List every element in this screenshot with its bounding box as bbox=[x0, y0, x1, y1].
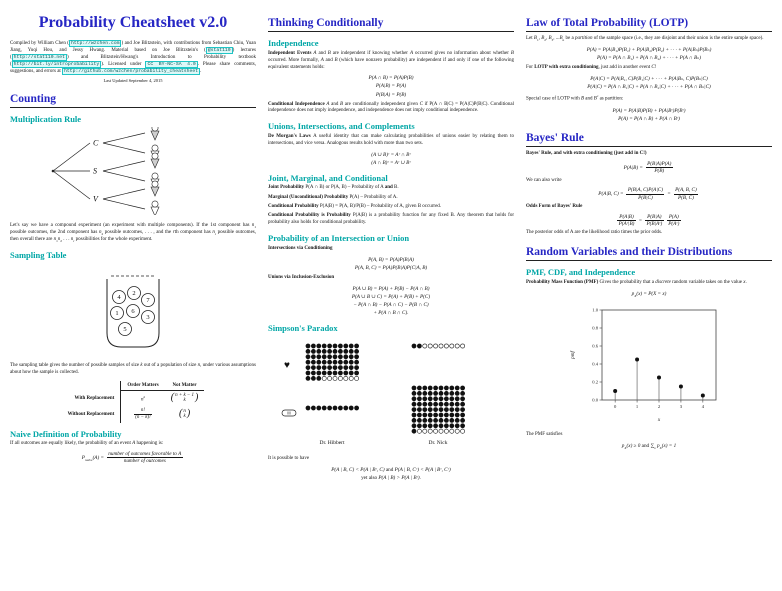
subsection-heading: Joint, Marginal, and Conditional bbox=[268, 172, 388, 183]
italic-text: B bbox=[559, 36, 563, 42]
italic-text: n bbox=[57, 237, 61, 243]
fraction-numerator: number of outcomes favorable to A bbox=[108, 451, 182, 458]
formula bbox=[528, 214, 770, 227]
formula bbox=[270, 466, 512, 482]
section-heading: Random Variables and their Distributions bbox=[526, 246, 772, 261]
fraction bbox=[626, 187, 664, 200]
subsection-heading: Probability of an Intersection or Union bbox=[268, 233, 410, 244]
section-heading: Bayes' Rule bbox=[526, 132, 772, 147]
italic-text: B bbox=[340, 101, 344, 107]
formula-line: P(A) = P(A ∩ B) + P(A ∩ Bᶜ) bbox=[618, 115, 680, 122]
ice-cream-cone-icon bbox=[151, 153, 159, 168]
column-middle bbox=[268, 8, 514, 583]
figure-simpson bbox=[268, 336, 514, 453]
pmf-plot bbox=[564, 302, 734, 424]
y-axis-label: pmf bbox=[570, 351, 576, 360]
formula bbox=[270, 151, 512, 167]
fraction-numerator: P(B|A)P(A) bbox=[647, 161, 672, 168]
table-row bbox=[62, 390, 205, 406]
formula-line: (A ∩ B)ᶜ = Aᶜ ∪ Bᶜ bbox=[371, 159, 411, 166]
formula-line: (A ∪ B)ᶜ = Aᶜ ∩ Bᶜ bbox=[371, 151, 411, 158]
numbered-ball bbox=[111, 307, 124, 320]
paragraph: The PMF satisfies bbox=[526, 432, 563, 438]
formula-line: P(A|B) = P(A) bbox=[375, 83, 407, 90]
paragraph: Conditional Probability is Probability P(A|B) is a probability function for any fixed B. Any theorem that holds for probability also holds for conditional probability. bbox=[268, 213, 514, 226]
formula-line: yet also P(A | B) > P(A | Bᶜ). bbox=[361, 474, 421, 481]
italic-text: n bbox=[98, 230, 102, 236]
dot-grid-heart-hibbert bbox=[306, 344, 359, 381]
page-title: Probability Cheatsheet v2.0 bbox=[38, 14, 228, 31]
y-tick-label: 1.0 bbox=[592, 307, 598, 313]
paragraph: The posterior odds of A are the likelihood ratio times the prior odds. bbox=[526, 230, 663, 236]
formula-line: P(A) = P(A|B)P(B) + P(A|Bᶜ)P(Bᶜ) bbox=[612, 107, 686, 114]
binomial-coefficient bbox=[171, 393, 199, 404]
figure-tree bbox=[10, 127, 256, 220]
paragraph: Last Updated September 4, 2015 bbox=[103, 77, 163, 83]
paragraph bbox=[268, 246, 514, 253]
table-cell-formula bbox=[121, 406, 165, 423]
paragraph bbox=[526, 151, 772, 158]
italic-text: n bbox=[141, 397, 144, 403]
bold-text: Conditional Probability bbox=[268, 204, 320, 210]
column-right bbox=[526, 8, 772, 583]
italic-text: C bbox=[419, 101, 423, 107]
paren-open: ( bbox=[178, 408, 183, 420]
section-heading: Law of Total Probability (LOTP) bbox=[526, 17, 772, 32]
subsection-heading: PMF, CDF, and Independence bbox=[526, 267, 636, 278]
dot-grid-heart-nick bbox=[412, 344, 465, 348]
fraction-denominator: P(Aᶜ|B) bbox=[618, 220, 635, 227]
fraction-numerator: P(B|A, C)P(A|C) bbox=[627, 187, 663, 194]
y-tick-label: 0.8 bbox=[592, 325, 598, 331]
subscript: 2 bbox=[544, 38, 546, 43]
bold-text: Marginal (Unconditional) Probability bbox=[268, 194, 350, 200]
x-axis-label: x bbox=[657, 417, 661, 424]
table-cell-formula bbox=[165, 406, 205, 423]
paragraph: Conditional Probability P(A|B) = P(A, B)/P(B) – Probability of A, given B occurred. bbox=[268, 204, 442, 210]
italic-text: B bbox=[541, 36, 545, 42]
paragraph: It is possible to have bbox=[268, 455, 310, 461]
formula bbox=[528, 75, 770, 91]
formula bbox=[528, 187, 770, 200]
y-tick-label: 0.0 bbox=[592, 397, 598, 403]
italic-text: P bbox=[81, 455, 85, 462]
subscript: 3 bbox=[551, 38, 554, 43]
formula-line: P(A) = P(A ∩ B₁) + P(A ∩ B₂) + · · · + P(A ∩ Bₙ) bbox=[597, 55, 701, 62]
italic-text: B bbox=[327, 50, 331, 56]
dot-grid-bandaid-nick bbox=[412, 386, 465, 433]
fraction-denominator: P(Aᶜ) bbox=[668, 220, 680, 227]
x-tick-label: 1 bbox=[635, 404, 639, 410]
formula bbox=[528, 442, 770, 452]
fraction bbox=[617, 214, 636, 227]
table-cell-formula bbox=[121, 390, 165, 406]
hyperlink[interactable]: http://bit.ly/introprobability bbox=[13, 61, 100, 67]
y-tick-label: 0.4 bbox=[592, 361, 598, 367]
formula-line: P(A | B, C) < P(A | Bᶜ, C) and P(A | B, Cᶜ) < P(A | Bᶜ, Cᶜ) bbox=[331, 466, 451, 473]
bold-text: Independent Events bbox=[268, 50, 314, 56]
italic-text: n bbox=[251, 223, 255, 229]
formula-line: + P(A ∩ B ∩ C). bbox=[373, 309, 409, 316]
formula-line: P(A ∩ B) = P(A)P(B) bbox=[368, 75, 414, 82]
paren-close: ) bbox=[186, 408, 191, 420]
italic-text: n bbox=[53, 237, 57, 243]
superscript: k bbox=[143, 394, 146, 399]
fraction-numerator: n! bbox=[134, 408, 153, 415]
formula-line: $p_X(x) \ge 0$ and $\sum_x$ $p_X(x) = 1$ bbox=[621, 443, 677, 451]
bold-text: Odds Form of Bayes' Rule bbox=[526, 203, 583, 209]
svg-text:1: 1 bbox=[115, 310, 119, 318]
bold-text: Conditional Probability is Probability bbox=[268, 213, 353, 219]
italic-text: x bbox=[743, 279, 746, 285]
subsection-heading: Sampling Table bbox=[10, 250, 67, 261]
paragraph: We can also write bbox=[526, 177, 562, 183]
subscript: 1 bbox=[56, 239, 58, 244]
sampling-table bbox=[62, 381, 205, 423]
italic-text: A bbox=[326, 101, 330, 107]
fraction-numerator: P(A|B) bbox=[617, 214, 636, 221]
formula bbox=[12, 451, 254, 464]
subscript: n bbox=[562, 38, 565, 43]
subsection-heading: Simpson's Paradox bbox=[268, 322, 338, 333]
fraction-numerator: P(A, B, C) bbox=[675, 187, 697, 194]
formula-line: $P_{naive}(A)$ = $\frac{\text{number of outcomes favorable to A}}{\text{number of outcomes}}$ bbox=[81, 451, 182, 465]
formula-line: P(A|C) = P(A|B₁, C)P(B₁|C) + · · · + P(A|Bₙ, C)P(Bₙ|C) bbox=[590, 76, 708, 83]
column-left bbox=[10, 8, 256, 583]
paragraph: Let $B_1$, $B_2$, $B_3$, $...B_n$ be a partition of the sample space (i.e., they are disjoint and their union is the entire sample space). bbox=[526, 36, 764, 43]
x-tick-label: 3 bbox=[679, 404, 683, 410]
roman-text: and bbox=[385, 466, 394, 473]
binomial-coefficient bbox=[179, 409, 190, 420]
subsection-heading: Unions, Intersections, and Complements bbox=[268, 121, 415, 132]
binom-stack bbox=[174, 393, 195, 404]
bold-text: LOTP with extra conditioning bbox=[534, 65, 599, 71]
subscript: X bbox=[634, 293, 637, 298]
paragraph: Special case of LOTP with B and $B^c$ as partition: bbox=[526, 94, 624, 102]
numbered-ball bbox=[113, 291, 126, 304]
italic-text: n bbox=[197, 363, 201, 369]
bold-text: Unions via Inclusion-Exclusion bbox=[268, 274, 335, 280]
fraction bbox=[645, 214, 664, 227]
italic-text: B bbox=[533, 36, 537, 42]
subscript: r bbox=[214, 232, 216, 237]
binom-bottom: k bbox=[183, 414, 186, 420]
fraction bbox=[107, 451, 183, 464]
binom-top: n bbox=[183, 408, 186, 414]
fraction bbox=[674, 187, 699, 200]
numbered-ball bbox=[142, 294, 155, 307]
dot-grid-bandaid-hibbert bbox=[306, 406, 359, 410]
fraction bbox=[134, 408, 153, 421]
italic-text: partition bbox=[574, 36, 593, 42]
hyperlink[interactable]: @stat110 bbox=[207, 47, 231, 53]
table-column-header: Order Matters bbox=[121, 381, 165, 391]
paragraph bbox=[526, 204, 772, 211]
paragraph: Joint Probability P(A ∩ B) or P(A, B) – Probability of A and B. bbox=[268, 185, 399, 191]
table-header-row bbox=[62, 381, 205, 391]
bold-text: and bbox=[384, 185, 393, 191]
fraction-denominator: (n − k)! bbox=[135, 414, 151, 420]
numbered-ball bbox=[142, 311, 155, 324]
formula bbox=[528, 46, 770, 62]
italic-text: B bbox=[510, 50, 514, 56]
italic-text: B bbox=[593, 96, 597, 102]
paragraph: Independent Events A and B are independent if knowing whether A occurred gives no information about whether B occurred. More formally, A and B (which have nonzero probability) are independent if and only if one of the following equivalent statements holds: bbox=[268, 50, 514, 70]
formula-line: $p_X(x) = P(X = x)$ bbox=[631, 290, 667, 298]
subsection-heading: Multiplication Rule bbox=[10, 114, 82, 125]
bold-text: Probability Mass Function (PMF) bbox=[526, 279, 599, 285]
italic-text: n bbox=[212, 230, 215, 236]
y-tick-label: 0.6 bbox=[592, 343, 598, 349]
formula-line: P(A|B, C) = $\frac{P(B|A, C)P(A|C)}{P(B|C)}$ = $\frac{P(A, B, C)}{P(B, C)}$ bbox=[598, 187, 697, 201]
bold-text: Intersections via Conditioning bbox=[268, 245, 333, 251]
paragraph: Let's say we have a compound experiment (an experiment with multiple components). If the 1st component has $n_1$ possible outcomes, the 2nd component has $n_2$ possible outcomes, . . . , and the rth component has $n_r$ possible outcomes, then overall there are $n_1n_2$ . . . $n_r$ possibilities for the whole experiment. bbox=[10, 223, 256, 244]
subscript: 2 bbox=[60, 239, 62, 244]
section-heading: Counting bbox=[10, 93, 256, 108]
numbered-ball bbox=[119, 323, 132, 336]
table-corner bbox=[62, 381, 121, 391]
bold-text: De Morgan's Laws bbox=[268, 133, 314, 139]
italic-text: k bbox=[140, 363, 143, 369]
flavor-label: V bbox=[93, 194, 98, 204]
italic-text: A bbox=[409, 50, 414, 56]
paren-close: ) bbox=[195, 392, 199, 404]
y-tick-label: 0.2 bbox=[592, 379, 598, 385]
formula-line: P(A ∪ B) = P(A) + P(B) − P(A ∩ B) bbox=[352, 285, 430, 292]
fraction-denominator: P(B, C) bbox=[677, 194, 694, 201]
formula-line: P(B|A) = P(B) bbox=[375, 91, 407, 98]
italic-text: B bbox=[548, 36, 552, 42]
superscript: c bbox=[596, 94, 599, 99]
italic-text: A bbox=[132, 441, 136, 447]
formula bbox=[528, 161, 770, 174]
subscript: naive bbox=[84, 458, 93, 463]
fraction bbox=[646, 161, 673, 174]
paragraph: The sampling table gives the number of possible samples of size k out of a population of size n, under various assumptions about how the sample is collected. bbox=[10, 363, 256, 375]
fraction-numerator: P(B|A) bbox=[645, 214, 664, 221]
fraction bbox=[667, 214, 681, 227]
ice-cream-cone-icon bbox=[151, 201, 159, 215]
formula-line: − P(A ∩ B) − P(A ∩ C) − P(B ∩ C) bbox=[353, 301, 429, 308]
sampling-jar-figure bbox=[53, 263, 213, 355]
table-row bbox=[62, 406, 205, 423]
italic-text: B bbox=[580, 96, 585, 102]
x-tick-label: 2 bbox=[657, 404, 661, 410]
formula-line: P(A|C) = P(A ∩ B₁|C) + P(A ∩ B₂|C) + · · · + P(A ∩ Bₙ|C) bbox=[587, 84, 711, 91]
formula bbox=[528, 107, 770, 123]
ice-cream-cone-icon bbox=[151, 127, 159, 140]
multiplication-rule-tree bbox=[33, 127, 233, 215]
formula-line: P(A ∪ B ∪ C) = P(A) + P(B) + P(C) bbox=[351, 293, 431, 300]
italic-text: discrete bbox=[655, 279, 671, 285]
subscript: X bbox=[624, 446, 627, 451]
fraction-denominator: P(B) bbox=[654, 168, 665, 175]
formula bbox=[528, 290, 770, 300]
italic-text: p bbox=[621, 443, 625, 450]
binom-bottom: k bbox=[183, 398, 186, 404]
subscript: 2 bbox=[101, 232, 104, 237]
table-column-header: Not Matter bbox=[165, 381, 205, 391]
bold-text: Joint Probability bbox=[268, 185, 306, 191]
bandaid-icon bbox=[282, 410, 296, 416]
table-row-label: With Replacement bbox=[62, 390, 121, 406]
svg-text:3: 3 bbox=[146, 314, 150, 322]
bold-text: Conditional Independence bbox=[268, 101, 327, 107]
heart-icon: ♥ bbox=[284, 359, 290, 371]
paragraph: Marginal (Unconditional) Probability P(A) – Probability of A. bbox=[268, 194, 398, 200]
subscript: X bbox=[659, 446, 662, 451]
fraction-numerator: P(A) bbox=[667, 214, 681, 221]
x-tick-label: 0 bbox=[614, 404, 617, 410]
ice-cream-cone-icon bbox=[151, 181, 159, 196]
formula bbox=[270, 285, 512, 317]
x-tick-label: 4 bbox=[701, 404, 704, 410]
table-cell-formula bbox=[165, 390, 205, 406]
label-dr-hibbert: Dr. Hibbert bbox=[319, 439, 345, 446]
italic-text: A bbox=[313, 50, 317, 56]
formula-line: P(A, B) = P(A)P(B|A) bbox=[368, 256, 414, 263]
italic-text: C bbox=[651, 65, 655, 71]
roman-text: and bbox=[641, 443, 650, 450]
section-heading: Thinking Conditionally bbox=[268, 17, 514, 32]
hyperlink[interactable]: http://wzchen.com bbox=[70, 41, 120, 46]
paragraph: Probability Mass Function (PMF) Gives the probability that a discrete random variable takes on the value x. bbox=[526, 279, 747, 285]
binom-top: n + k − 1 bbox=[175, 392, 195, 398]
subscript: 1 bbox=[536, 38, 539, 43]
numbered-ball bbox=[128, 287, 141, 300]
fraction-denominator: P(B|C) bbox=[638, 194, 653, 201]
italic-text: r bbox=[172, 230, 175, 236]
formula-line: P(A, B, C) = P(A)P(B|A)P(C|A, B) bbox=[354, 264, 428, 271]
svg-text:2: 2 bbox=[132, 290, 136, 298]
label-dr-nick: Dr. Nick bbox=[428, 439, 448, 446]
fraction-denominator: P(B|Aᶜ) bbox=[646, 220, 663, 227]
formula-line: P(A) = P(A|B₁)P(B₁) + P(A|B₂)P(B₂) + · · · + P(A|Bₙ)P(Bₙ) bbox=[586, 47, 712, 54]
fraction-denominator: number of outcomes bbox=[123, 458, 166, 465]
table-row-label: Without Replacement bbox=[62, 406, 121, 423]
subsection-heading: Independence bbox=[268, 38, 319, 49]
paragraph: If all outcomes are equally likely, the probability of an event A happening is: bbox=[10, 441, 164, 447]
numbered-ball bbox=[127, 305, 140, 318]
formula-line: $\frac{P(A|B)}{\text{P(Aᶜ|B)}}$ = $\frac{P(B|A)}{\text{P(B|Aᶜ)}}$ $\frac{P(A)}{\text{P(Aᶜ)}}$ bbox=[618, 213, 680, 227]
italic-text: n bbox=[70, 237, 74, 243]
paragraph: Conditional Independence A and B are conditionally independent given C if P(A ∩ B|C) = P(A|C)P(B|C). Conditional independence does not imply independence, and independence does not imply conditional independence. bbox=[268, 101, 514, 114]
simpsons-paradox-figure bbox=[280, 336, 502, 448]
svg-text:7: 7 bbox=[146, 297, 150, 305]
italic-text: A bbox=[320, 57, 324, 63]
svg-text:5: 5 bbox=[123, 326, 127, 334]
paren-open: ( bbox=[170, 392, 175, 404]
paragraph: For LOTP with extra conditioning, just add in another event C! bbox=[526, 65, 657, 71]
flavor-label: S bbox=[93, 166, 97, 176]
formula bbox=[270, 74, 512, 98]
figure-pmf bbox=[526, 302, 772, 429]
italic-text: p bbox=[631, 290, 635, 297]
svg-text:6: 6 bbox=[131, 308, 135, 316]
hyperlink[interactable]: http://github.com/wzchen/probability_cheatsheet bbox=[64, 68, 199, 74]
paragraph bbox=[268, 275, 514, 282]
subscript: x bbox=[654, 446, 656, 451]
subsection-heading: Naive Definition of Probability bbox=[10, 428, 122, 439]
roman-text: yet also bbox=[361, 474, 379, 481]
hyperlink[interactable]: CC BY-NC-SA 4.0 bbox=[147, 61, 196, 67]
subscript: 1 bbox=[254, 225, 256, 230]
formula bbox=[270, 256, 512, 272]
flavor-label: C bbox=[93, 138, 99, 148]
italic-text: p bbox=[657, 443, 660, 450]
hyperlink[interactable]: http://stat110.net bbox=[13, 54, 65, 60]
paragraph: De Morgan's Laws A useful identity that can make calculating probabilities of unions easier by relating them to intersections, and vice versa. Analogous results hold with more than two sets. bbox=[268, 133, 514, 146]
italic-text: B bbox=[334, 57, 338, 63]
paragraph: Compiled by William Chen ( http://wzchen.com ) and Joe Blitzstein, with contributions from Sebastian Chiu, Yuan Jiang, Yuqi Hou, and Jessy Hwang. Material based on Joe Blitzstein's ( @stat110 ) lectures ( http://stat110.net ) and Blitzstein/Hwang's Introduction to Probability textbook ( http://bit.ly/introprobability ). Licensed under CC BY-NC-SA 4.0 . Please share comments, suggestions, and errors at http://github.com/wzchen/probability_cheatsheet . bbox=[10, 41, 256, 74]
svg-text:4: 4 bbox=[117, 294, 121, 302]
figure-jar bbox=[10, 263, 256, 360]
subscript: r bbox=[73, 239, 75, 244]
bold-text: Bayes' Rule, and with extra conditioning (just add in C!) bbox=[526, 151, 647, 157]
formula-line: P(A|B) = $\frac{P(B|A)P(A)}{P(B)}$ bbox=[623, 161, 672, 175]
